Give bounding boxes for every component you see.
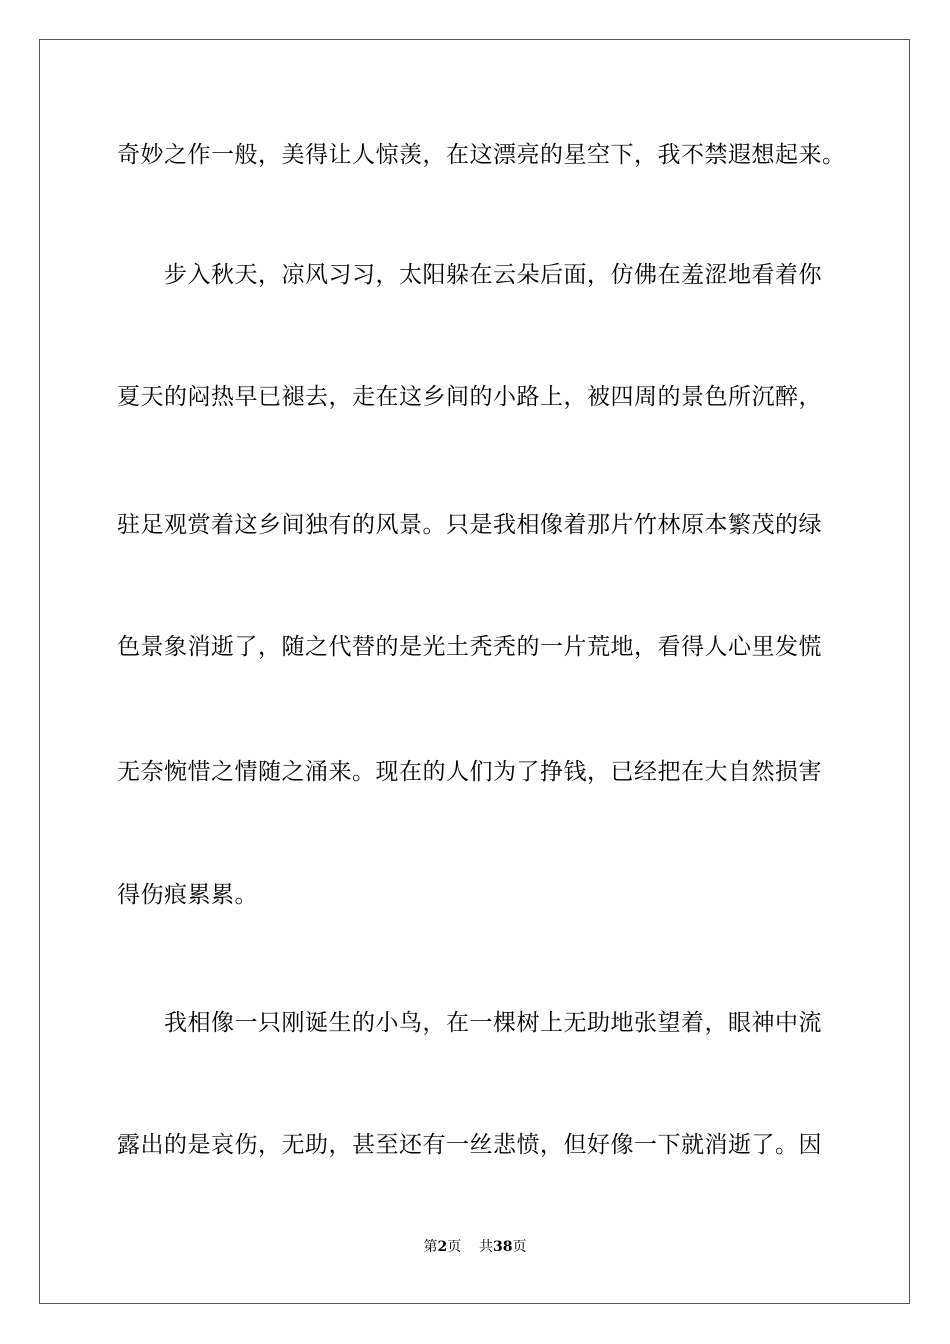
page-border — [39, 39, 910, 1304]
total-suffix: 页 — [512, 1239, 527, 1255]
page-number: 2 — [437, 1239, 448, 1255]
page-suffix: 页 — [447, 1239, 462, 1255]
paragraph-line: 奇妙之作一般，美得让人惊羡，在这漂亮的星空下，我不禁遐想起来。 — [117, 142, 846, 168]
page-footer — [0, 1238, 950, 1256]
paragraph-line: 夏天的闷热早已褪去，走在这乡间的小路上，被四周的景色所沉醉， — [117, 384, 822, 410]
paragraph-line: 露出的是哀伤，无助，甚至还有一丝悲愤，但好像一下就消逝了。因 — [117, 1132, 822, 1158]
paragraph-line: 驻足观赏着这乡间独有的风景。只是我相像着那片竹林原本繁茂的绿 — [117, 512, 822, 538]
paragraph-line: 我相像一只刚诞生的小鸟，在一棵树上无助地张望着，眼神中流 — [164, 1010, 822, 1036]
paragraph-line: 步入秋天，凉风习习，太阳躲在云朵后面，仿佛在羞涩地看着你 — [164, 262, 822, 288]
paragraph-line: 色景象消逝了，随之代替的是光土秃秃的一片荒地，看得人心里发慌 — [117, 634, 822, 660]
total-prefix: 共 — [479, 1239, 494, 1255]
total-pages: 38 — [493, 1239, 513, 1255]
paragraph-line: 得伤痕累累。 — [117, 882, 258, 908]
paragraph-line: 无奈惋惜之情随之涌来。现在的人们为了挣钱，已经把在大自然损害 — [117, 759, 822, 785]
page-prefix: 第 — [423, 1239, 438, 1255]
